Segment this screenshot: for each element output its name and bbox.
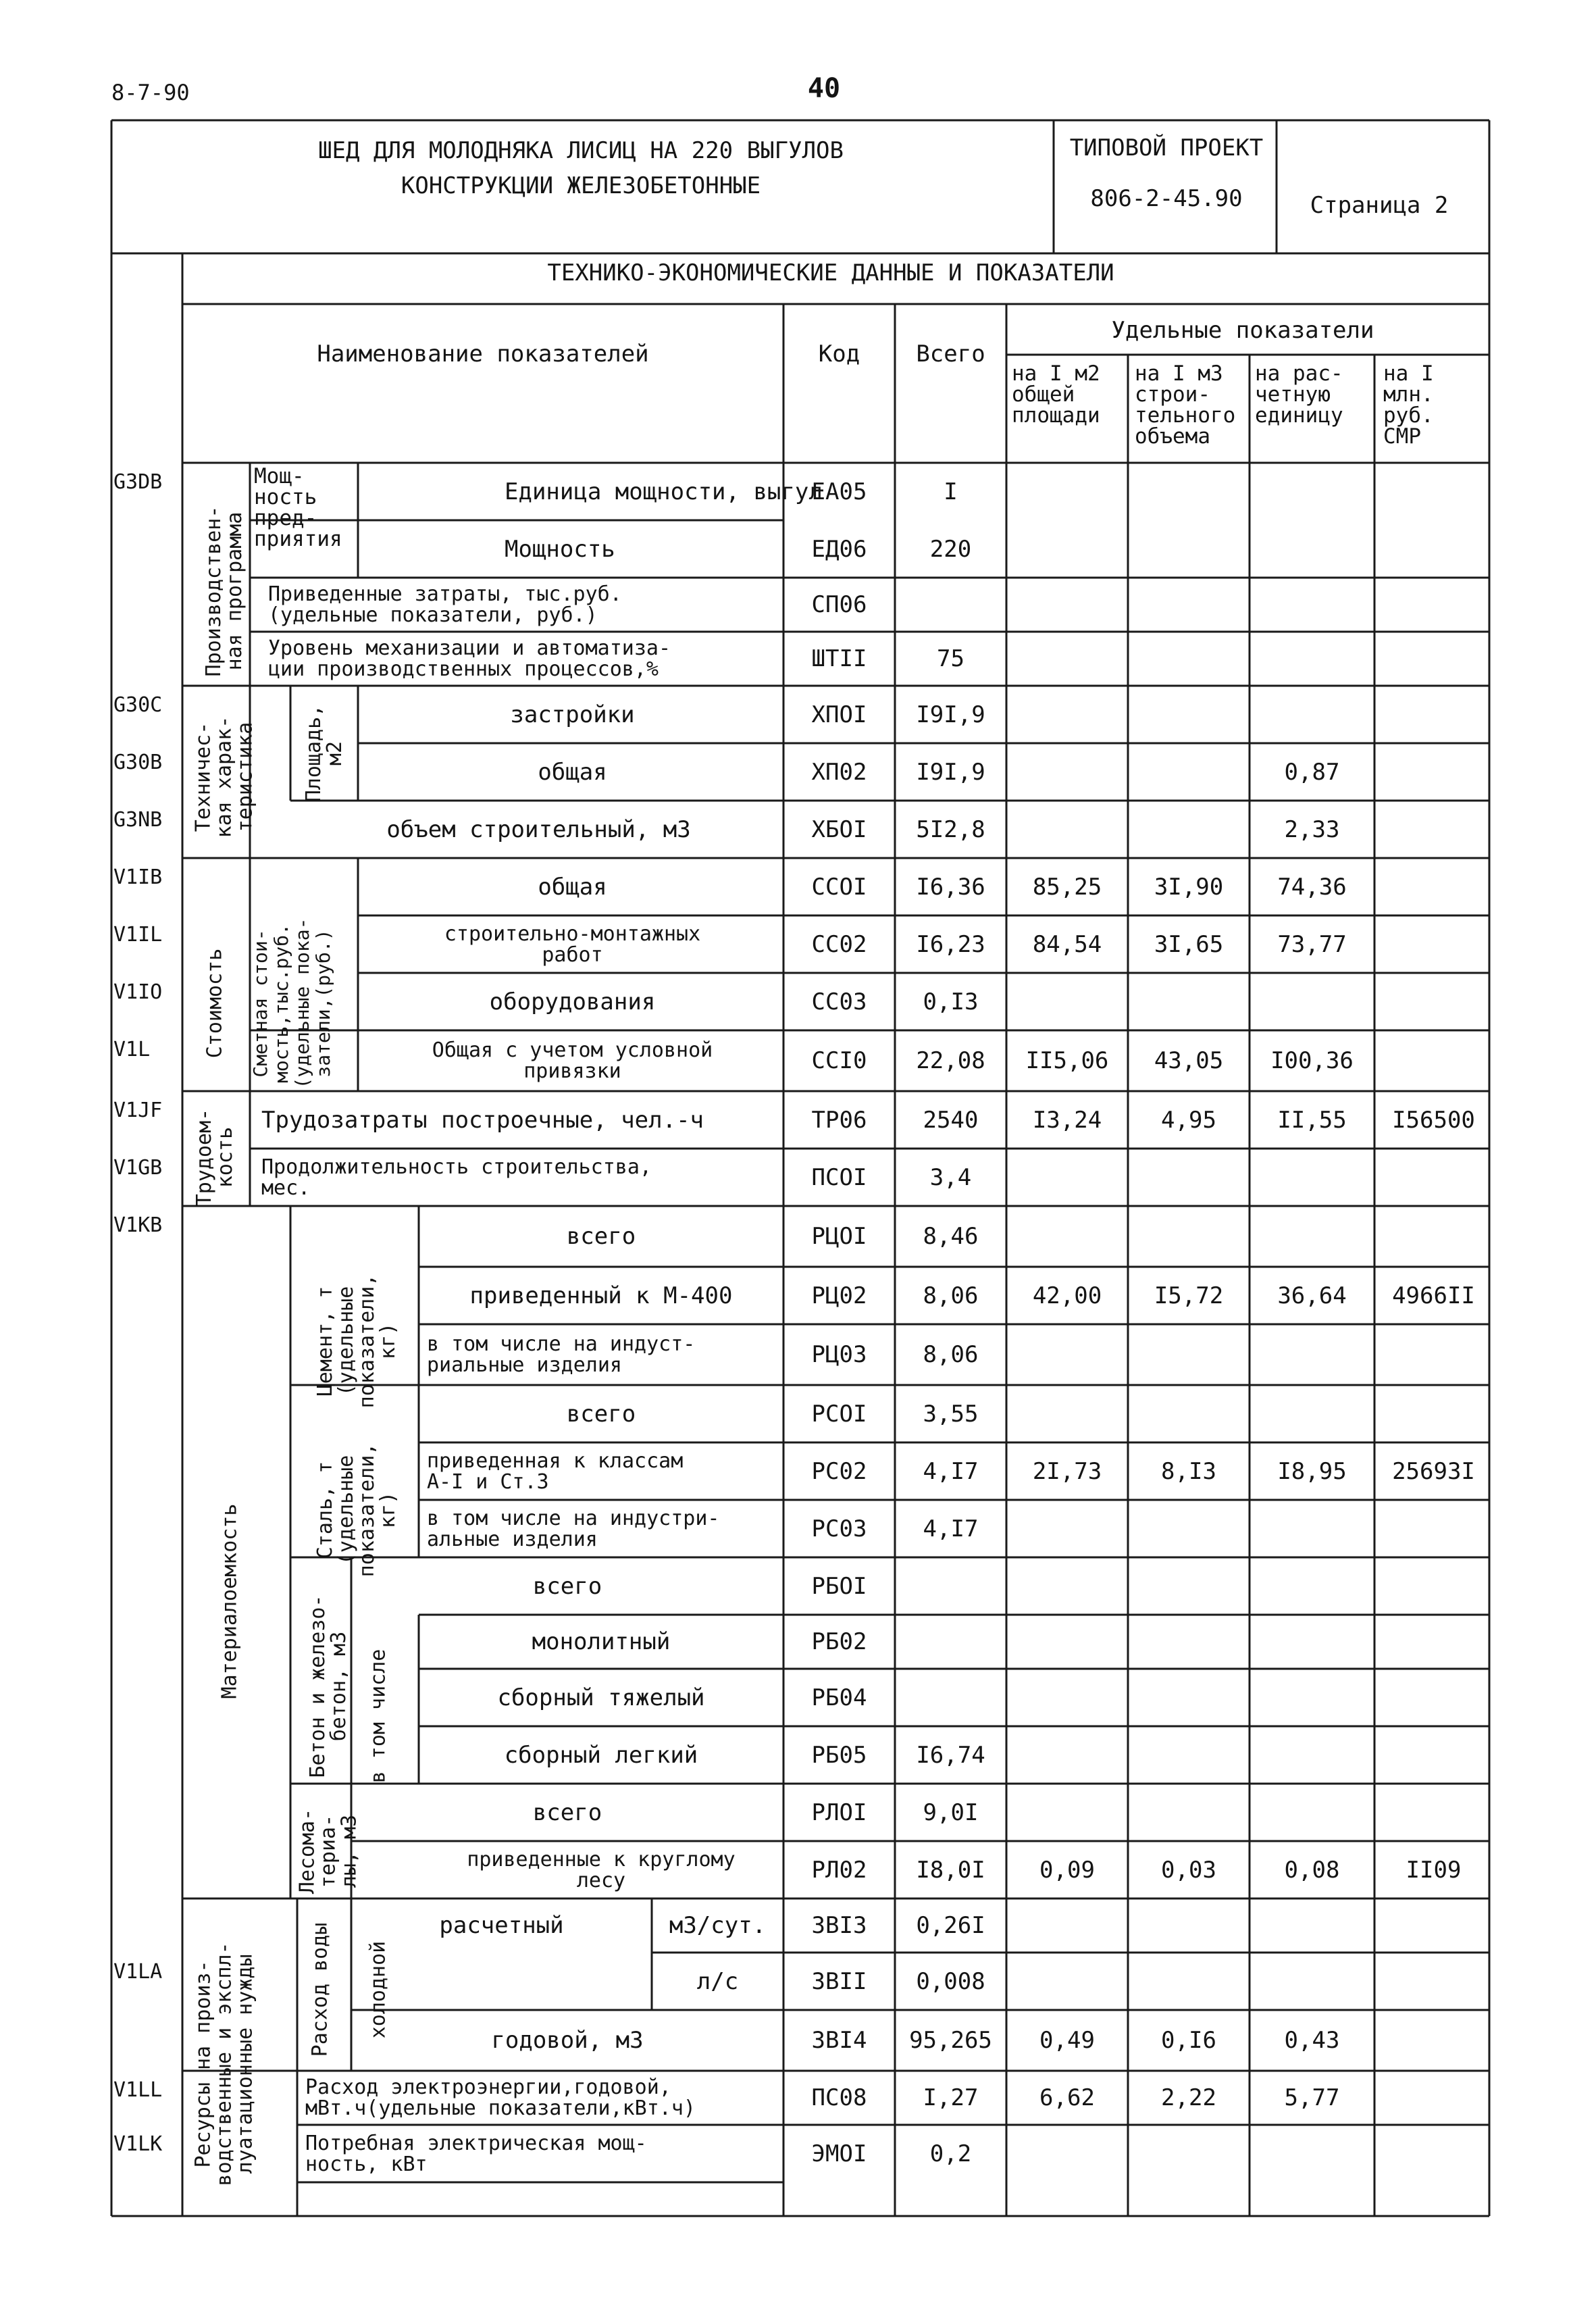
group-labor-label: Трудоем- кость: [192, 1108, 237, 1207]
row-cell-code: ХП02: [811, 758, 867, 786]
row-name: в том числе на индустри-: [427, 1506, 720, 1530]
group-timber-label: Лесома- териа- лы, м3: [295, 1808, 361, 1894]
row-cell-total: I9I,9: [916, 758, 985, 786]
column-header-total: Всего: [916, 341, 985, 368]
row-name: застройки: [510, 701, 635, 728]
row-cell-code: РБ05: [811, 1741, 867, 1769]
row-cell-total: I9I,9: [916, 701, 985, 728]
row-cell-m3: 3I,65: [1154, 930, 1224, 958]
row-name: Уровень механизации и автоматиза-: [268, 636, 671, 660]
row-cell-code: СС03: [811, 988, 867, 1015]
row-cell-m2: 84,54: [1032, 930, 1102, 958]
row-cell-code: РЦ02: [811, 1282, 867, 1309]
row-name: альные изделия: [427, 1527, 598, 1551]
row-cell-code: ПСОI: [811, 1163, 867, 1191]
row-name: всего: [532, 1572, 602, 1600]
row-cell-code: РЛ02: [811, 1856, 867, 1884]
row-unit-label: м3/сут.: [669, 1912, 767, 1939]
row-name: монолитный: [532, 1628, 671, 1655]
row-cell-total: I6,36: [916, 873, 985, 901]
row-cell-m3: 0,I6: [1161, 2027, 1216, 2054]
column-header-code: Код: [818, 341, 860, 368]
row-cell-total: 22,08: [916, 1047, 985, 1074]
group-estimate-label: Сметная стои- мость,тыс.руб. (удельные пока- затели,(руб.): [249, 917, 334, 1089]
group-area-label: Площадь, м2: [302, 704, 346, 803]
row-cell-m2: II5,06: [1025, 1047, 1109, 1074]
row-name: всего: [532, 1799, 602, 1826]
row-cell-total: I6,23: [916, 930, 985, 958]
row-cell-code: ХПОI: [811, 701, 867, 728]
row-cell-code: ПС08: [811, 2084, 867, 2111]
row-cell-code: ШТII: [811, 645, 867, 672]
row-cell-mln: I56500: [1392, 1106, 1475, 1134]
row-name: всего: [566, 1223, 636, 1250]
row-cell-unit: 0,08: [1284, 1856, 1340, 1884]
group-concrete-label: Бетон и железо- бетон, м3: [306, 1594, 351, 1778]
row-left-code: V1IL: [113, 923, 163, 947]
row-cell-total: 220: [929, 535, 972, 563]
row-name: строительно-монтажных: [444, 922, 701, 946]
row-cell-m3: 43,05: [1154, 1047, 1224, 1074]
row-cell-total: I: [944, 478, 958, 505]
row-cell-code: ЗВI4: [811, 2027, 867, 2054]
row-left-code: V1GB: [113, 1156, 163, 1180]
row-left-code: V1LK: [113, 2132, 163, 2156]
row-name: привязки: [523, 1059, 621, 1083]
row-left-code: V1LA: [113, 1960, 163, 1984]
row-cell-code: ССОI: [811, 873, 867, 901]
row-cell-total: I6,74: [916, 1741, 985, 1769]
document-title-line1: ШЕД ДЛЯ МОЛОДНЯКА ЛИСИЦ НА 220 ВЫГУЛОВ: [318, 137, 844, 164]
row-name: оборудования: [489, 988, 656, 1015]
table-title: ТЕХНИКО-ЭКОНОМИЧЕСКИЕ ДАННЫЕ И ПОКАЗАТЕЛИ: [547, 259, 1114, 286]
row-cell-unit: 36,64: [1277, 1282, 1347, 1309]
row-left-code: G30C: [113, 693, 163, 717]
row-name: (удельные показатели, руб.): [268, 603, 598, 627]
row-name: в том числе на индуст-: [427, 1332, 696, 1356]
group-concrete-in-total-label: в том числе: [366, 1649, 390, 1784]
row-cell-unit: I8,95: [1277, 1457, 1347, 1485]
column-header-per-m2: на I м2 общей площади: [1012, 361, 1100, 428]
row-cell-m2: 2I,73: [1032, 1457, 1102, 1485]
row-name: Расход электроэнергии,годовой,: [305, 2076, 671, 2099]
group-production-label: Производствен- ная программа: [202, 505, 247, 677]
row-cell-total: 75: [937, 645, 964, 672]
row-cell-m3: 0,03: [1161, 1856, 1216, 1884]
row-cell-unit: I00,36: [1270, 1047, 1354, 1074]
column-header-per-mln: на I млн. руб. СМР: [1383, 361, 1434, 449]
row-name: Мощность: [505, 535, 615, 563]
row-cell-code: СП06: [811, 591, 867, 618]
row-cell-m2: 0,09: [1039, 1856, 1095, 1884]
row-left-code: G30B: [113, 751, 163, 774]
row-cell-total: 3,4: [929, 1163, 972, 1191]
row-name: приведенные к круглому: [467, 1847, 736, 1871]
row-cell-code: РБ02: [811, 1628, 867, 1655]
group-materials-label: Материалоемкость: [217, 1503, 242, 1699]
column-header-per-unit: на рас- четную единицу: [1255, 361, 1343, 428]
document-title-line2: КОНСТРУКЦИИ ЖЕЛЕЗОБЕТОННЫЕ: [401, 172, 761, 199]
row-cell-m3: 3I,90: [1154, 873, 1224, 901]
row-cell-code: ЗВI3: [811, 1912, 867, 1939]
group-water-label: Расход воды: [308, 1922, 332, 2057]
row-left-code: V1IO: [113, 980, 163, 1004]
row-cell-total: I8,0I: [916, 1856, 985, 1884]
row-cell-total: 0,2: [929, 2140, 972, 2167]
row-cell-code: РС02: [811, 1457, 867, 1485]
row-left-code: V1JF: [113, 1099, 163, 1122]
row-cell-total: I,27: [923, 2084, 979, 2111]
group-cost-label: Стоимость: [203, 948, 227, 1059]
row-name: ции производственных процессов,%: [268, 657, 659, 681]
row-cell-code: РБ04: [811, 1684, 867, 1711]
row-cell-total: 0,008: [916, 1967, 985, 1995]
row-cell-m2: 85,25: [1032, 873, 1102, 901]
row-name: ность, кВт: [305, 2152, 428, 2176]
row-cell-unit: II,55: [1277, 1106, 1347, 1134]
row-left-code: V1KB: [113, 1213, 163, 1237]
row-cell-code: ЭМОI: [811, 2140, 867, 2167]
row-cell-total: 5I2,8: [916, 815, 985, 843]
row-name: объем строительный, м3: [386, 815, 691, 843]
row-cell-m2: 42,00: [1032, 1282, 1102, 1309]
row-cell-total: 0,26I: [916, 1912, 985, 1939]
row-name: Единица мощности, выгул: [505, 478, 823, 505]
column-header-per-m3: на I м3 строи- тельного объема: [1135, 361, 1236, 449]
row-cell-total: 0,I3: [923, 988, 979, 1015]
group-cement-label: Цемент, т (удельные показатели, кг): [313, 1274, 400, 1409]
row-cell-unit: 0,87: [1284, 758, 1340, 786]
row-cell-code: РБОI: [811, 1572, 867, 1600]
row-cell-total: 4,I7: [923, 1457, 979, 1485]
group-resources-label: Ресурсы на произ- водственные и экспл- луатационные нужды: [191, 1942, 257, 2186]
row-name: Приведенные затраты, тыс.руб.: [268, 582, 622, 606]
row-cell-code: РЦОI: [811, 1223, 867, 1250]
row-cell-code: РЦ03: [811, 1341, 867, 1368]
row-left-code: G3DB: [113, 470, 163, 494]
row-cell-unit: 5,77: [1284, 2084, 1340, 2111]
row-cell-mln: II09: [1406, 1856, 1462, 1884]
sheet-number: Страница 2: [1310, 192, 1449, 219]
row-cell-m2: I3,24: [1032, 1106, 1102, 1134]
row-cell-total: 8,06: [923, 1282, 979, 1309]
row-unit-label: л/с: [696, 1967, 739, 1995]
row-cell-m3: 2,22: [1161, 2084, 1216, 2111]
row-cell-code: ТР06: [811, 1106, 867, 1134]
row-cell-mln: 4966II: [1392, 1282, 1475, 1309]
group-technical-label: Техничес- кая харак- теристика: [191, 715, 257, 838]
row-cell-unit: 2,33: [1284, 815, 1340, 843]
row-name: риальные изделия: [427, 1353, 622, 1377]
row-name: общая: [538, 758, 607, 786]
row-left-code: V1L: [113, 1038, 151, 1061]
row-name: лесу: [576, 1868, 626, 1892]
row-cell-m3: 4,95: [1161, 1106, 1216, 1134]
row-cell-total: 4,I7: [923, 1515, 979, 1542]
group-steel-label: Сталь, т (удельные показатели, кг): [313, 1442, 400, 1578]
row-name: Трудозатраты построечные, чел.-ч: [261, 1106, 704, 1134]
row-name: сборный легкий: [504, 1741, 698, 1769]
row-cell-unit: 73,77: [1277, 930, 1347, 958]
document-code: 8-7-90: [111, 80, 190, 105]
row-cell-unit: 74,36: [1277, 873, 1347, 901]
row-cell-total: 9,0I: [923, 1799, 979, 1826]
row-cell-m3: I5,72: [1154, 1282, 1224, 1309]
row-name: приведенный к М-400: [469, 1282, 733, 1309]
row-cell-code: СС02: [811, 930, 867, 958]
row-name: общая: [538, 873, 607, 901]
row-cell-code: ЕД06: [811, 535, 867, 563]
row-name: Продолжительность строительства,: [261, 1155, 652, 1179]
row-name: расчетный: [439, 1912, 564, 1939]
project-number: 806-2-45.90: [1090, 185, 1243, 212]
row-left-code: V1IB: [113, 865, 163, 889]
row-name: мВт.ч(удельные показатели,кВт.ч): [305, 2096, 696, 2120]
row-cell-total: 8,06: [923, 1341, 979, 1368]
row-cell-mln: 25693I: [1392, 1457, 1475, 1485]
row-cell-total: 3,55: [923, 1400, 979, 1428]
row-name: работ: [542, 942, 603, 967]
row-name: А-I и Ст.3: [427, 1469, 549, 1494]
group-cold-water-label: холодной: [366, 1940, 390, 2039]
row-cell-code: РС03: [811, 1515, 867, 1542]
project-label: ТИПОВОЙ ПРОЕКТ: [1069, 134, 1264, 161]
row-cell-m2: 6,62: [1039, 2084, 1095, 2111]
row-name: Общая с учетом условной: [432, 1038, 713, 1062]
row-name: всего: [566, 1400, 636, 1428]
row-name: годовой, м3: [491, 2027, 644, 2054]
row-left-code: G3NB: [113, 808, 163, 832]
row-cell-code: ЗВII: [811, 1967, 867, 1995]
row-cell-total: 95,265: [909, 2027, 992, 2054]
row-cell-code: ЕА05: [811, 478, 867, 505]
column-header-name: Наименование показателей: [317, 341, 649, 368]
row-cell-m2: 0,49: [1039, 2027, 1095, 2054]
row-cell-code: ХБОI: [811, 815, 867, 843]
row-cell-unit: 0,43: [1284, 2027, 1340, 2054]
row-name: приведенная к классам: [427, 1449, 684, 1473]
row-cell-total: 2540: [923, 1106, 979, 1134]
group-capacity-label: Мощ- ность пред- приятия: [254, 464, 342, 551]
row-cell-code: РСОI: [811, 1400, 867, 1428]
column-header-specific: Удельные показатели: [1111, 317, 1374, 344]
row-left-code: V1LL: [113, 2078, 163, 2102]
page-number: 40: [807, 73, 841, 104]
row-name: мес.: [261, 1176, 311, 1200]
row-name: Потребная электрическая мощ-: [305, 2131, 647, 2155]
row-cell-m3: 8,I3: [1161, 1457, 1216, 1485]
row-cell-total: 8,46: [923, 1223, 979, 1250]
row-cell-code: РЛОI: [811, 1799, 867, 1826]
row-cell-code: ССI0: [811, 1047, 867, 1074]
row-name: сборный тяжелый: [497, 1684, 705, 1711]
